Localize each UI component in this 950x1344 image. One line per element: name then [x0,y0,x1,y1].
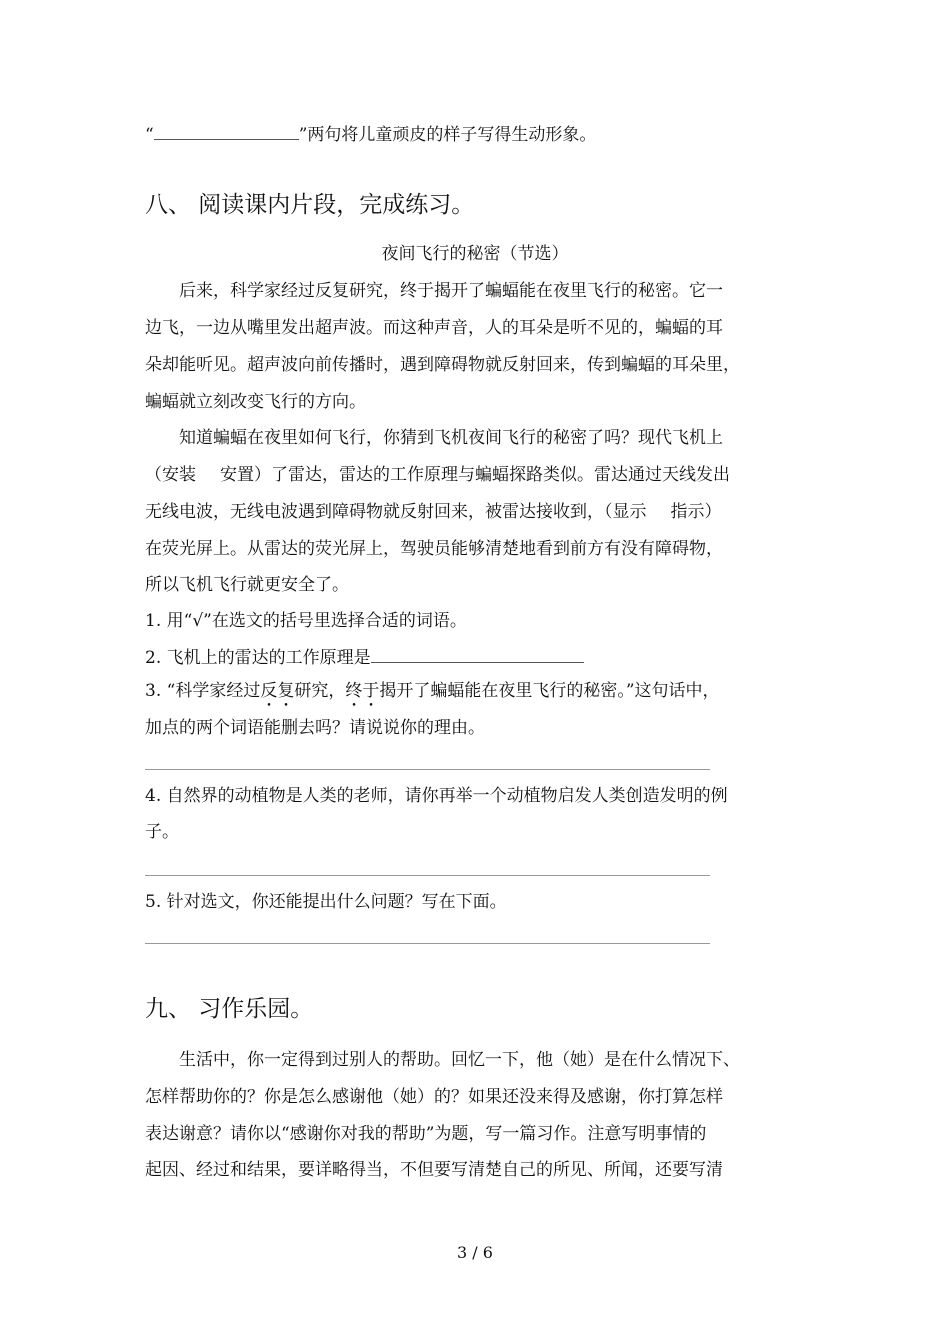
passage-line: 蝙蝠就立刻改变飞行的方向。 [145,392,366,412]
question-3-text-c: 揭开了蝙蝠能在夜里飞行的秘密。”这句话中， [379,681,720,701]
passage-line: 朵却能听见。超声波向前传播时，遇到障碍物就反射回来，传到蝙蝠的耳朵里， [145,355,740,375]
answer-line[interactable] [145,875,710,876]
question-1: 1. 用“√”在选文的括号里选择合适的词语。 [145,611,467,631]
passage-line-choice-1 [145,464,730,486]
essay-prompt-line: 起因、经过和结果，要详略得当，不但要写清楚自己的所见、所闻，还要写清 [145,1160,723,1180]
dotted-word-fanfu: 反复 [260,681,295,701]
intro-sentence [145,123,596,146]
question-3 [145,680,720,711]
question-2-text: 2. 飞机上的雷达的工作原理是 [145,648,371,668]
passage-title: 夜间飞行的秘密（节选） [381,244,569,264]
question-4: 4. 自然界的动植物是人类的老师，请你再举一个动植物启发人类创造发明的例 [145,786,728,806]
choice-option-anzhuang[interactable]: （安装 [145,465,196,485]
question-3-line-2: 加点的两个词语能删去吗？请说说你的理由。 [145,718,485,738]
choice-option-zhishi[interactable]: 指示） [670,502,722,522]
question-3-text-b: 研究， [294,681,346,701]
question-3-text-a: 3. “科学家经过 [145,681,261,701]
passage-line-choice-2 [145,501,722,523]
passage-line: 在荧光屏上。从雷达的荧光屏上，驾驶员能够清楚地看到前方有没有障碍物， [145,539,723,559]
answer-line[interactable] [145,769,710,770]
choice-option-xianshi[interactable]: 无线电波，无线电波遇到障碍物就反射回来，被雷达接收到，（显示 [145,502,647,522]
passage-line: 所以飞机飞行就更安全了。 [145,575,349,595]
dotted-word-zhongyu: 终于 [345,681,380,701]
answer-line[interactable] [145,943,710,944]
answer-blank[interactable] [371,646,584,663]
question-2 [145,646,584,669]
essay-prompt-line: 表达谢意？请你以“感谢你对我的帮助”为题，写一篇习作。注意写明事情的 [145,1124,707,1144]
choice-option-anzhi[interactable]: 安置）了雷达，雷达的工作原理与蝙蝠探路类似。雷达通过天线发出 [220,465,730,485]
passage-line: 边飞，一边从嘴里发出超声波。而这种声音，人的耳朵是听不见的，蝙蝠的耳 [145,318,723,338]
passage-line: 知道蝙蝠在夜里如何飞行，你猜到飞机夜间飞行的秘密了吗？现代飞机上 [179,428,723,448]
question-5: 5. 针对选文，你还能提出什么问题？写在下面。 [145,892,507,912]
page-number: 3 / 6 [457,1243,493,1262]
quote-open: “ [145,125,154,145]
essay-prompt-line: 生活中，你一定得到过别人的帮助。回忆一下，他（她）是在什么情况下、 [179,1050,740,1070]
section-8-heading: 八、 阅读课内片段，完成练习。 [145,192,475,218]
quote-close: ”两句将儿童顽皮的样子写得生动形象。 [298,125,597,145]
essay-prompt-line: 怎样帮助你的？你是怎么感谢他（她）的？如果还没来得及感谢，你打算怎样 [145,1087,723,1107]
fill-blank[interactable] [154,123,299,140]
section-9-heading: 九、 习作乐园。 [145,996,314,1022]
question-4-line-2: 子。 [145,822,179,842]
passage-line: 后来，科学家经过反复研究，终于揭开了蝙蝠能在夜里飞行的秘密。它一 [179,281,723,301]
